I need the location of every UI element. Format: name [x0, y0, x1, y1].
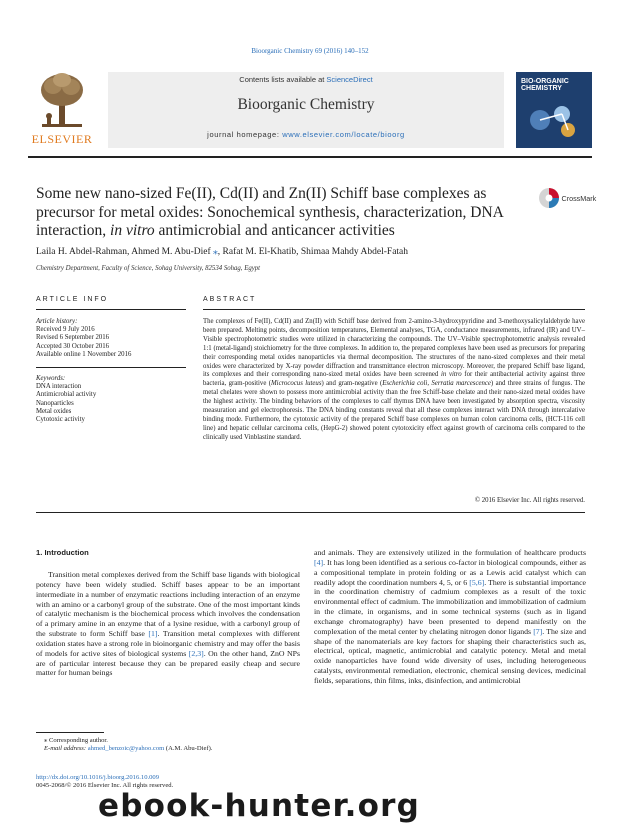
abstract-segment: for their antibacterial activity against three bacteria, gram-positive (	[203, 371, 585, 388]
corresponding-author-note: ⁎ Corresponding author.	[44, 737, 108, 744]
abstract-copyright: © 2016 Elsevier Inc. All rights reserved.	[474, 497, 585, 504]
reference-link[interactable]: [2,3]	[188, 648, 204, 658]
cover-molecule-icon	[524, 98, 584, 142]
sciencedirect-link[interactable]: ScienceDirect	[326, 75, 373, 84]
abstract-bottom-rule	[36, 512, 585, 513]
intro-text: . The size and shape of the nanomaterials are key factors for shaping their characteristics such as, electrical, optical, magnetic, antimicrobial and catalytic potency. Metal and metal oxide nanoparticles have found wide diversity of uses, including heterogeneous catalysts, environmental remediation, electronic, chemical sensing devices, medicinal fields, separations, thin films, inks, disinfection, and antimicrobial	[314, 626, 586, 685]
abstract-rule	[203, 309, 585, 310]
homepage-prefix: journal homepage:	[207, 130, 283, 139]
title-part-2: antimicrobial and anticancer activities	[154, 222, 395, 239]
reference-link[interactable]: [4]	[314, 557, 324, 567]
journal-homepage	[108, 130, 504, 139]
crossmark-button[interactable]	[538, 185, 597, 211]
intro-text: and animals. They are extensively utilized in the formulation of healthcare products	[314, 548, 586, 557]
intro-text: . There is substantial importance in the coordination chemistry of cadmium complexes as a result of the toxic environmental effect of cadmium. The immobilization and immobilization of cadmium in the climate, in organisms, and in some technical systems (such as in ligand exchange chromatography) have been presented to depend manifestly on the complexation of the metal center by chelating nitrogen donor ligands	[314, 577, 586, 636]
history-item: Received 9 July 2016	[36, 326, 95, 334]
abstract-italic: in vitro	[441, 371, 462, 379]
keyword: Metal oxides	[36, 407, 72, 415]
abstract-segment: ) and gram-negative (	[321, 380, 383, 388]
email-owner: (A.M. Abu-Dief).	[164, 745, 213, 753]
keyword: DNA interaction	[36, 383, 82, 391]
intro-paragraph	[36, 570, 300, 678]
intro-text: . It has long been identified as a serious co-factor in biological compounds, either as a compositional template in protein folding or as a Lewis acid catalyst which can readily adopt the coordination numbers 4, 5, or 6	[314, 557, 586, 587]
title-part-1: Some new nano-sized Fe(II), Cd(II) and Zn(II) Schiff base complexes as precursor for metal oxides: Sonochemical synthesis, characterization, DNA interaction,	[36, 185, 504, 239]
homepage-link[interactable]: www.elsevier.com/locate/bioorg	[282, 130, 405, 139]
issn-line: 0045-2068/© 2016 Elsevier Inc. All rights reserved.	[36, 782, 174, 790]
email-label: E-mail address:	[44, 745, 88, 753]
email-note	[36, 745, 300, 753]
title-italic: in vitro	[110, 222, 155, 239]
intro-text: . On the other hand, ZnO NPs are of particular interest because they can be prepared easily cheap and secure matter for human beings	[36, 648, 300, 678]
keyword: Cytotoxic activity	[36, 416, 85, 424]
article-info	[36, 318, 186, 424]
elsevier-tree-icon	[38, 72, 86, 130]
corresponding-author-mark[interactable]: ⁎	[210, 247, 218, 257]
cover-title: BIO-ORGANIC CHEMISTRY	[521, 78, 569, 93]
history-item: Accepted 30 October 2016	[36, 342, 110, 350]
email-link[interactable]: ahmed_benzoic@yahoo.com	[87, 745, 165, 753]
keyword: Antimicrobial activity	[36, 391, 97, 399]
info-divider	[36, 367, 186, 368]
history-item: Revised 6 September 2016	[36, 334, 110, 342]
article-info-rule	[36, 309, 186, 310]
introduction-heading: 1. Introduction	[36, 548, 89, 557]
doi-link[interactable]: http://dx.doi.org/10.1016/j.bioorg.2016.10.009	[36, 774, 160, 781]
article-title	[36, 185, 506, 241]
elsevier-logo	[28, 72, 96, 148]
intro-paragraph-continued	[314, 548, 586, 686]
intro-left-column	[36, 570, 300, 678]
journal-header	[28, 72, 592, 148]
reference-link[interactable]: [5,6]	[469, 577, 485, 587]
footnotes	[36, 737, 300, 754]
abstract-segment: ) and three strains of fungus. The metal chelates were shown to possess more antimicrobial activity than the free Schiff-base chelate and their nano-sized metal oxides have the highest activity. The binding behaviors of the complexes to calf thymus DNA have been investigated by absorption spectra, viscosity measuration and gel electrophoresis. The DNA binding constants reveal that all these complexes interact with DNA through intercalative binding mode. Furthermore, the cytotoxic activity of the prepared Schiff base complexes on human colon carcinoma cells, (HCT-116 cell line) and hepatic cellular carcinoma cells, (HepG-2) showed potent cytotoxicity effect against growth of carcinoma cells compared to the clinically used Vinblastine standard.	[203, 380, 585, 441]
reference-link[interactable]: [1]	[148, 629, 158, 639]
intro-text: Transition metal complexes derived from the Schiff base ligands with biological potency have been widely studied. Schiff bases appear to be an important intermediate in a number of enzymatic reactions including interaction of an enzyme with an amino or a carbonyl group of the substrate. One of the most important kinds of catalytic mechanism is the biochemical process which involves the condensation of a primary amine in an enzyme that of a lysine residue, with a carbonyl group of the substrate to form Schiff base	[36, 570, 300, 639]
authors-before: Laila H. Abdel-Rahman, Ahmed M. Abu-Dief	[36, 247, 211, 257]
crossmark-icon	[538, 185, 597, 211]
history-item: Available online 1 November 2016	[36, 350, 132, 358]
journal-name: Bioorganic Chemistry	[237, 96, 375, 113]
abstract-italic: Micrococus luteus	[271, 380, 322, 388]
article-info-heading: ARTICLE INFO	[36, 296, 109, 303]
affiliation: Chemistry Department, Faculty of Science, Sohag University, 82534 Sohag, Egypt	[36, 265, 261, 272]
watermark-text: ebook-hunter.org	[98, 788, 420, 824]
elsevier-wordmark: ELSEVIER	[31, 132, 93, 146]
journal-cover-image	[516, 72, 592, 148]
authors-after: , Rafat M. El-Khatib, Shimaa Mahdy Abdel-Fatah	[217, 247, 409, 257]
footnote-rule	[36, 732, 104, 733]
intro-right-column	[314, 548, 586, 686]
abstract-segment: The complexes of Fe(II), Cd(II) and Zn(II) with Schiff base derived from 2-amino-3-hydroxypyridine and 3-methoxysalicylaldehyde have been prepared. Melting points, decomposition temperatures, Elemental analyses, TGA, conductance measurements, infrared (IR) and UV–Visible spectrophotometric studies were utilized in characterizing the compounds. The UV–Visible spectrophotometric analysis revealed 1:1 (metal-ligand) stoichiometry for the three complexes. In addition to, the prepared complexes have been used as precursors for preparing their corresponding metal oxides nanoparticles via thermal decomposition. The structures of the nano-sized complexes and their metal oxides were characterized by X-ray powder diffraction and transmittance electron microscopy. Moreover, the prepared Schiff base ligand, its complexes and their corresponding nano-sized metal oxides have been screened	[203, 318, 585, 379]
contents-prefix: Contents lists available at	[239, 75, 327, 84]
history-label: Article history:	[36, 318, 78, 325]
abstract-heading: ABSTRACT	[203, 296, 257, 303]
reference-link[interactable]: [7]	[533, 626, 543, 636]
abstract-italic: Escherichia coli, Serratia marcescence	[382, 380, 491, 388]
journal-citation[interactable]: Bioorganic Chemistry 69 (2016) 140–152	[251, 47, 369, 55]
header-divider	[28, 156, 592, 158]
keywords-label: Keywords:	[36, 375, 66, 383]
intro-text: . Transition metal complexes with different oxidation states have a strong role in bioinorganic chemistry and may offer the basis of models for active sites of biological systems	[36, 629, 300, 658]
abstract-text	[203, 318, 585, 443]
author-list	[36, 246, 596, 257]
keyword: Nanoparticles	[36, 399, 74, 407]
crossmark-label: CrossMark	[561, 194, 597, 203]
journal-header-center	[108, 72, 504, 148]
contents-line	[108, 75, 504, 84]
